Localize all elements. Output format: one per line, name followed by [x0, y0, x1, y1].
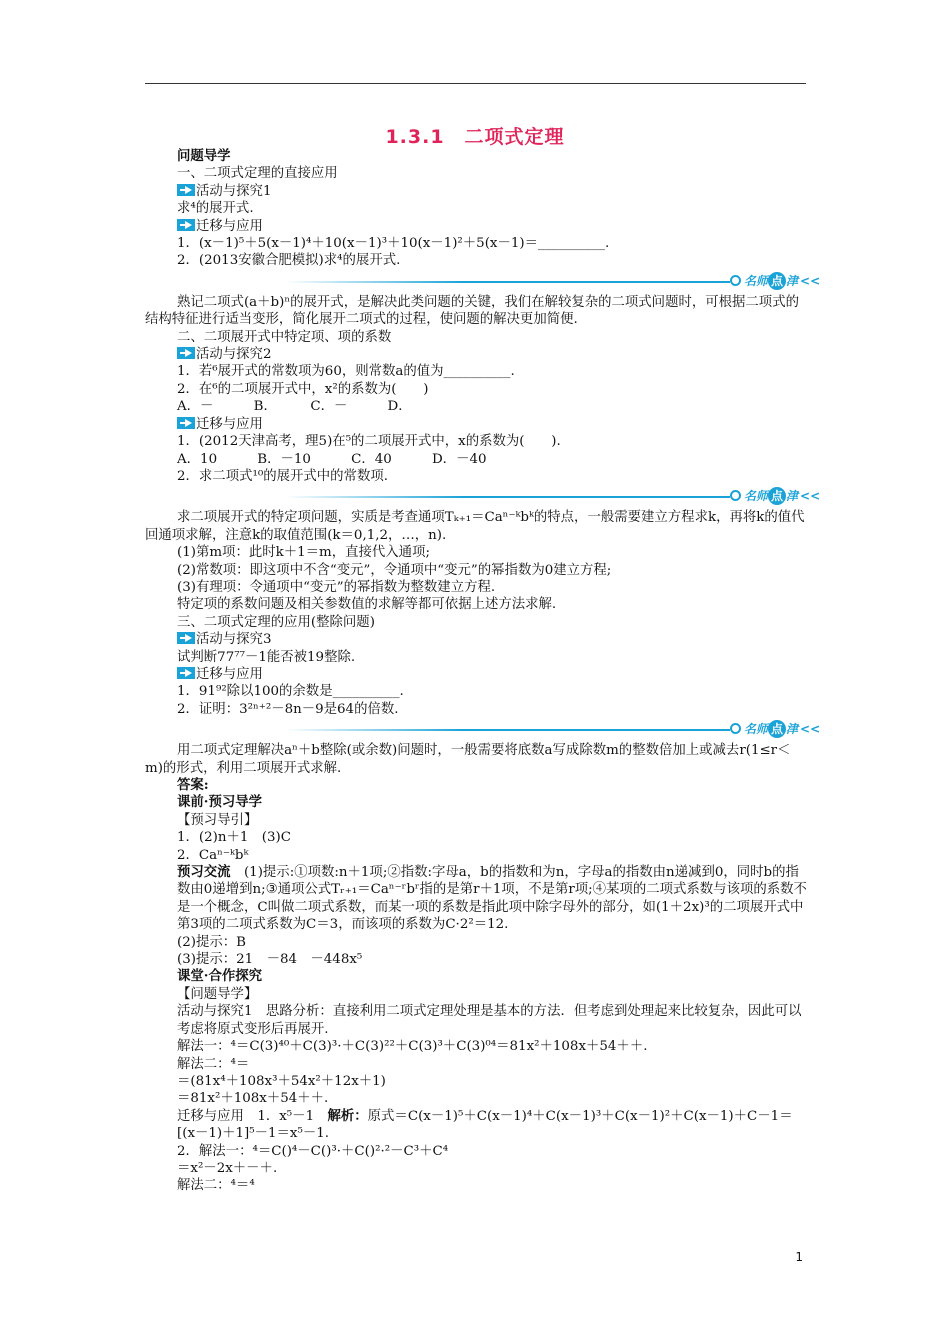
text-line: 解法二：⁴＝⁴ — [177, 1178, 255, 1194]
text-line: (3)提示：21 －84 －448x⁵ — [177, 952, 363, 968]
text-line: 2．证明：3²ⁿ⁺²－8n－9是64的倍数. — [177, 701, 399, 717]
text-line: 1．(x－1)⁵＋5(x－1)⁴＋10(x－1)³＋10(x－1)²＋5(x－1)＝__________. — [177, 236, 610, 252]
text-line: 2．Caⁿ⁻ᵏbᵏ — [177, 847, 249, 863]
text-line: (2)提示：B — [177, 934, 246, 950]
tip-divider — [145, 270, 825, 294]
activity-label: 活动与探究3 — [177, 631, 807, 648]
section-heading: 问题导学 — [177, 148, 231, 164]
activity-label: 迁移与应用 — [177, 666, 807, 683]
arrow-icon — [177, 347, 195, 359]
text-line: 2．求二项式¹⁰的展开式中的常数项. — [177, 468, 388, 484]
tip-badge: 名师 点 津 << — [730, 720, 820, 738]
text-line: ＝(81x⁴＋108x³＋54x²＋12x＋1) — [177, 1073, 386, 1089]
tip-paragraph: 求二项展开式的特定项问题，实质是考查通项Tₖ₊₁＝Caⁿ⁻ᵏbᵏ的特点，一般需要建立方程求k，再将k的值代回通项求解，注意k的取值范围(k＝0,1,2，…，n). — [145, 510, 805, 543]
arrow-icon — [177, 667, 195, 679]
subsection-heading: 二、二项展开式中特定项、项的系数 — [177, 329, 392, 345]
circle-icon — [730, 723, 741, 734]
tip-paragraph: 熟记二项式(a＋b)ⁿ的展开式，是解决此类问题的关键，我们在解较复杂的二项式问题时，可根据二项式的结构特征进行适当变形，简化展开二项式的过程，使问题的解决更加简便. — [145, 294, 799, 328]
circle-icon — [730, 275, 741, 286]
tip-divider — [145, 718, 825, 742]
tip-paragraph: 用二项式定理解决aⁿ＋b整除(或余数)问题时，一般需要将底数a写成除数m的整数倍加上或减去r(1≤r＜m)的形式，利用二项展开式求解. — [145, 743, 791, 776]
text-line: 特定项的系数问题及相关参数值的求解等都可依据上述方法求解. — [177, 597, 557, 613]
bracket-heading: 【预习导引】 — [177, 812, 258, 828]
text-line: (3)有理项：令通项中“变元”的幂指数为整数建立方程. — [177, 579, 496, 595]
subsection-heading: 一、二项式定理的直接应用 — [177, 166, 338, 182]
solution-paragraph: 迁移与应用 1．x⁵－1 解析：原式＝C(x－1)⁵＋C(x－1)⁴＋C(x－1)³＋C(x－1)²＋C(x－1)＋C－1＝[(x－1)＋1]⁵－1＝x⁵－1. — [177, 1107, 793, 1142]
text-line: 1．(2)n＋1 (3)C — [177, 830, 292, 846]
text-line: (2)常数项：即这项中不含“变元”，令通项中“变元”的幂指数为0建立方程; — [177, 562, 612, 578]
tip-badge: 名师 点 津 << — [730, 487, 820, 505]
bracket-heading: 【问题导学】 — [177, 986, 258, 1002]
text-line: 2．(2013安徽合肥模拟)求⁴的展开式. — [177, 253, 401, 269]
preview-exchange-paragraph: 预习交流 (1)提示:①项数:n＋1项;②指数:字母a，b的指数和为n，字母a的指数由n递减到0，同时b的指数由0递增到n;③通项公式Tᵣ₊₁＝Caⁿ⁻ʳbʳ指的是第r＋1项，不是第r项;④某项的二项式系数与该项的系数不是一个概念，C叫做二项式系数，而某一项的系数是指此项中除字母外的部分，如(1＋2x)³的二项展开式中第3项的二项式系数为C＝3，而该项的系数为C·2²＝12. — [177, 864, 807, 933]
header-rule — [145, 83, 806, 84]
text-line: 1．若⁶展开式的常数项为60，则常数a的值为__________. — [177, 364, 515, 380]
text-line: 求⁴的展开式. — [177, 201, 254, 217]
page-number: 1 — [795, 1250, 803, 1264]
document-body — [145, 148, 821, 1195]
section-heading: 课前·预习导学 — [177, 794, 263, 811]
answers-heading: 答案: — [177, 777, 209, 793]
arrow-icon — [177, 219, 195, 231]
subsection-heading: 三、二项式定理的应用(整除问题) — [177, 614, 375, 630]
activity-label: 迁移与应用 — [177, 218, 807, 235]
arrow-icon — [177, 632, 195, 644]
text-line: 1．(2012天津高考，理5)在⁵的二项展开式中，x的系数为( ). — [177, 434, 561, 450]
arrow-icon — [177, 417, 195, 429]
activity-label: 迁移与应用 — [177, 416, 807, 433]
tip-badge: 名师 点 津 << — [730, 272, 820, 290]
activity-label: 活动与探究1 — [177, 183, 807, 200]
text-line: ＝x²－2x＋－＋. — [177, 1160, 278, 1176]
text-line: 解法二：⁴＝ — [177, 1056, 250, 1072]
circle-icon — [730, 490, 741, 501]
choices-line: A．10 B．－10 C．40 D．－40 — [177, 451, 487, 467]
text-line: 2．在⁶的二项展开式中，x²的系数为( ) — [177, 381, 429, 397]
tip-divider — [145, 485, 825, 509]
choices-line: A．－ B． C．－ D． — [177, 399, 412, 415]
activity-label: 活动与探究2 — [177, 346, 807, 363]
text-line: ＝81x²＋108x＋54＋＋. — [177, 1091, 329, 1107]
arrow-icon — [177, 184, 195, 196]
text-line: 解法一：⁴＝C(3)⁴⁰＋C(3)³·＋C(3)²²＋C(3)³＋C(3)⁰⁴＝81x²＋108x＋54＋＋. — [177, 1039, 648, 1055]
text-line: 1．91⁹²除以100的余数是__________. — [177, 684, 404, 700]
section-heading: 课堂·合作探究 — [177, 968, 263, 985]
analysis-paragraph: 活动与探究1 思路分析：直接利用二项式定理处理是基本的方法．但考虑到处理起来比较复杂，因此可以考虑将原式变形后再展开. — [177, 1004, 802, 1037]
text-line: 试判断77⁷⁷－1能否被19整除. — [177, 649, 356, 665]
text-line: 2．解法一：⁴＝C()⁴－C()³·＋C()²·²－C³＋C⁴ — [177, 1143, 449, 1159]
text-line: (1)第m项：此时k＋1＝m，直接代入通项; — [177, 545, 430, 561]
page-title: 1.3.1 二项式定理 — [385, 126, 565, 148]
